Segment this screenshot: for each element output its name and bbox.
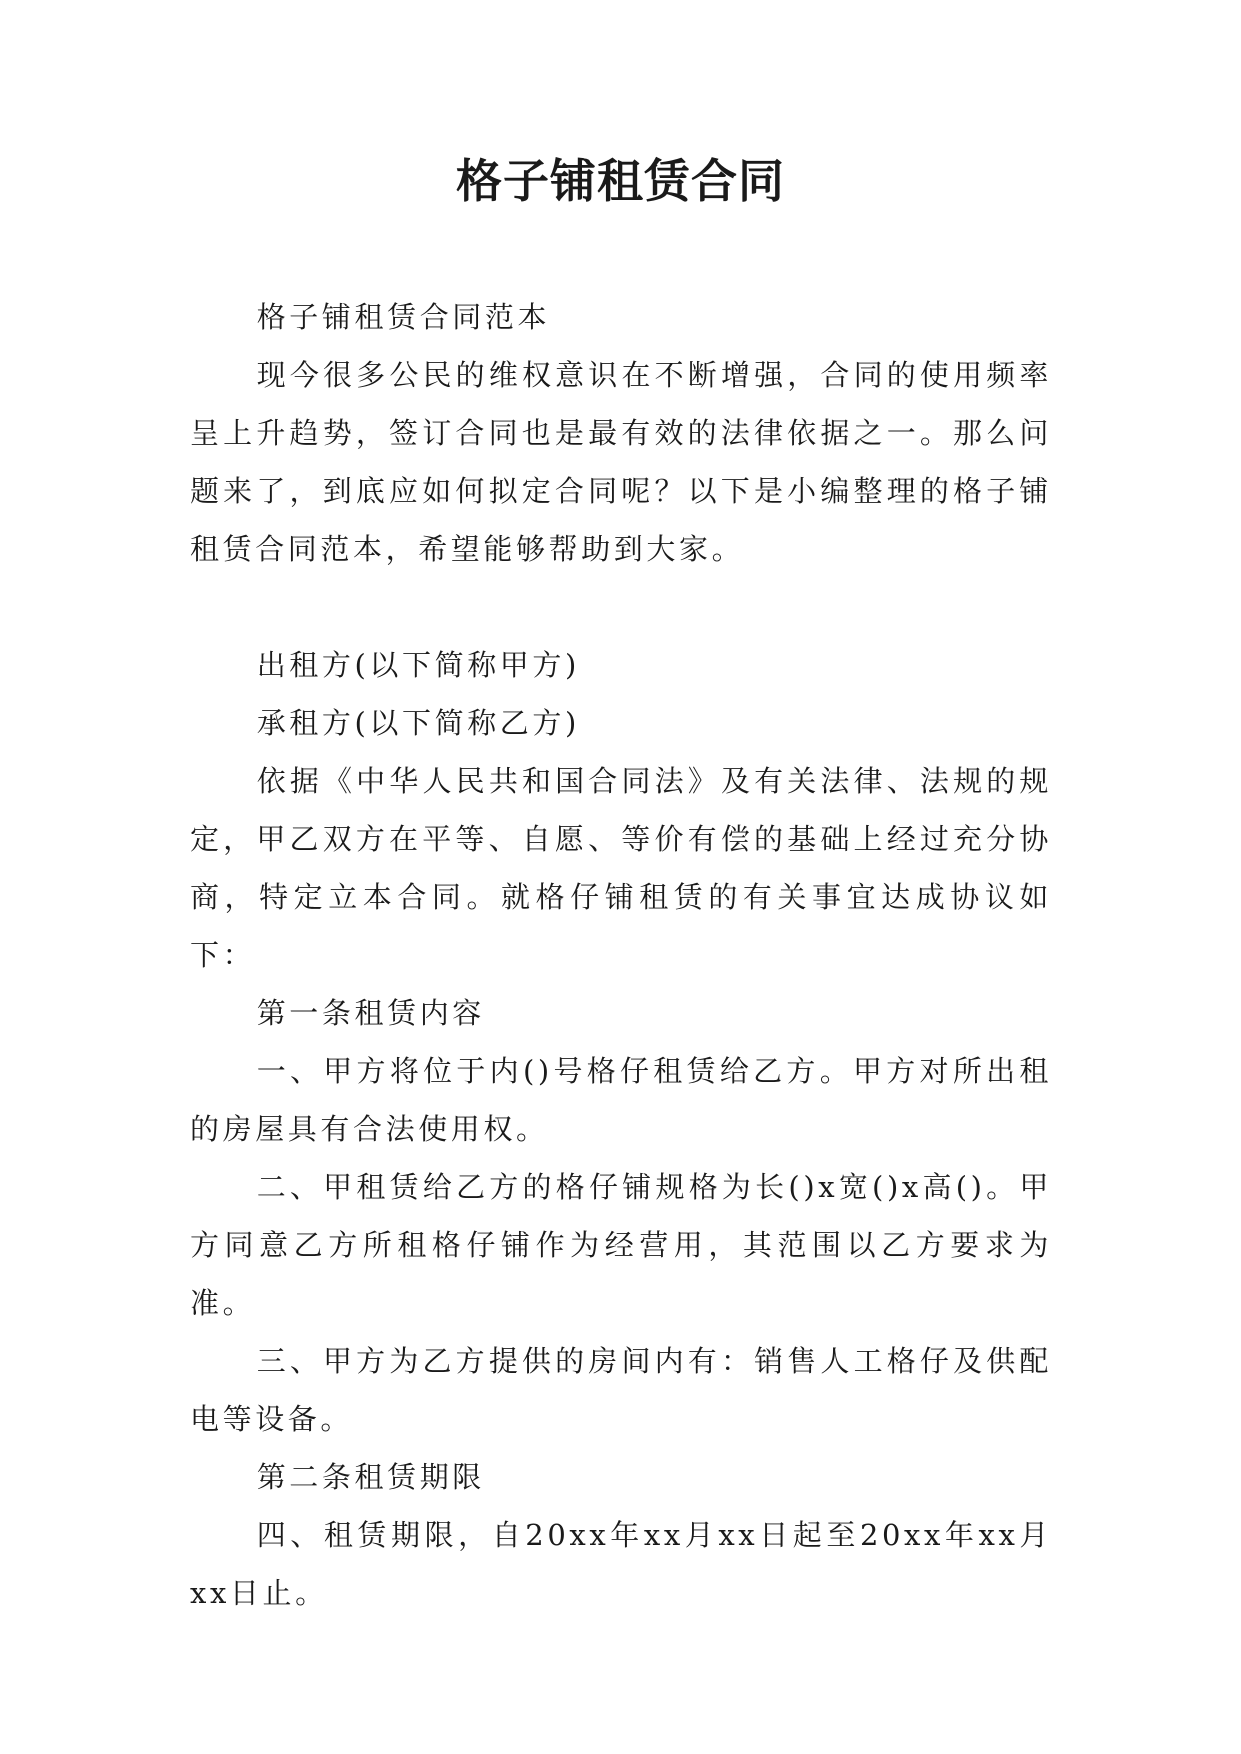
document-body (190, 288, 1052, 1622)
document-title: 格子铺租赁合同 (456, 154, 785, 208)
paragraph-lessee: 承租方(以下简称乙方) (256, 706, 580, 740)
paragraph-intro: 现今很多公民的维权意识在不断增强，合同的使用频率呈上升趋势，签订合同也是最有效的法律依据之一。那么问题来了，到底应如何拟定合同呢？以下是小编整理的格子铺租赁合同范本，希望能够帮助到大家。 (190, 358, 1052, 566)
article-1-heading: 第一条租赁内容 (256, 996, 485, 1030)
clause-1: 一、甲方将位于内()号格仔租赁给乙方。甲方对所出租的房屋具有合法使用权。 (190, 1054, 1052, 1146)
paragraph-legal-basis: 依据《中华人民共和国合同法》及有关法律、法规的规定，甲乙双方在平等、自愿、等价有偿的基础上经过充分协商，特定立本合同。就格仔铺租赁的有关事宜达成协议如下： (190, 764, 1052, 972)
paragraph-subtitle: 格子铺租赁合同范本 (256, 300, 551, 334)
clause-4: 四、租赁期限，自20xx年xx月xx日起至20xx年xx月xx日止。 (190, 1518, 1052, 1610)
paragraph-spacer (190, 578, 1052, 636)
clause-2: 二、甲租赁给乙方的格仔铺规格为长()x宽()x高()。甲方同意乙方所租格仔铺作为经营用，其范围以乙方要求为准。 (190, 1170, 1052, 1320)
paragraph-lessor: 出租方(以下简称甲方) (256, 648, 580, 682)
clause-3: 三、甲方为乙方提供的房间内有：销售人工格仔及供配电等设备。 (190, 1344, 1052, 1436)
article-2-heading: 第二条租赁期限 (256, 1460, 485, 1494)
